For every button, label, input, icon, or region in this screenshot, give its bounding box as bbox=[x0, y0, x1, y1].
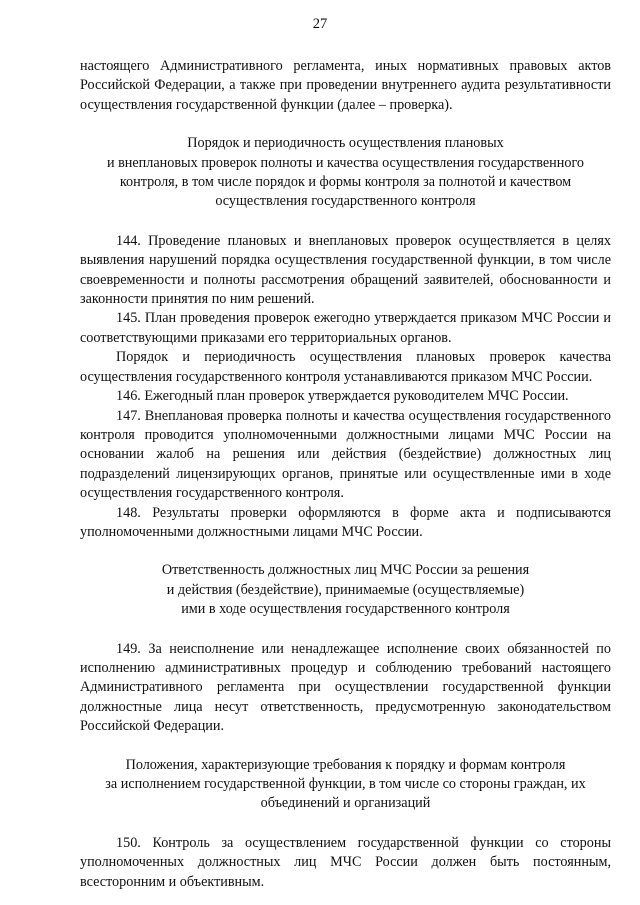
heading-line: контроля, в том числе порядок и формы контроля за полнотой и качеством bbox=[119, 174, 572, 191]
heading-line: ими в ходе осуществления государственного контроля bbox=[181, 601, 510, 618]
paragraph-3: 145. План проведения проверок ежегодно утверждается приказом МЧС России и соответствующими приказами его территориальных органов. bbox=[80, 310, 611, 346]
paragraph-1: настоящего Административного регламента, иных нормативных правовых актов Российской Федерации, а также при проведении внутреннего аудита результативности осуществления государственной функции (далее – проверка). bbox=[80, 58, 611, 113]
document-body bbox=[80, 57, 611, 892]
heading-line: и действия (бездействие), принимаемые (осуществляемые) bbox=[166, 581, 525, 598]
heading-line: Положения, характеризующие требования к порядку и формам контроля bbox=[125, 756, 566, 773]
heading-line: Порядок и периодичность осуществления плановых bbox=[187, 135, 504, 152]
heading-line: объединений и организаций bbox=[260, 795, 431, 812]
spacer bbox=[80, 814, 611, 834]
spacer bbox=[80, 542, 611, 561]
paragraph-4: Порядок и периодичность осуществления плановых проверок качества осуществления государственного контроля устанавливаются приказом МЧС России. bbox=[80, 349, 611, 385]
paragraph-7: 148. Результаты проверки оформляются в форме акта и подписываются уполномоченными должностными лицами МЧС России. bbox=[80, 504, 611, 540]
spacer bbox=[80, 115, 611, 134]
heading-line: за исполнением государственной функции, в том числе со стороны граждан, их bbox=[105, 776, 586, 792]
spacer bbox=[80, 737, 611, 756]
heading-line: осуществления государственного контроля bbox=[215, 193, 476, 210]
heading-line: Ответственность должностных лиц МЧС России за решения bbox=[161, 562, 530, 579]
paragraph-6: 147. Внеплановая проверка полноты и качества осуществления государственного контроля проводится уполномоченными должностными лицами МЧС России на основании жалоб на решения или действия (бездействие) должностных лиц подразделений лицензирующих органов, принятые или осуществленные ими в ходе осуществления государственного контроля. bbox=[80, 407, 611, 502]
section-heading-1 bbox=[80, 134, 611, 212]
paragraph-9: 150. Контроль за осуществлением государственной функции со стороны уполномоченных должностных лиц МЧС России должен быть постоянным, всесторонним и объективным. bbox=[80, 834, 611, 890]
section-heading-3 bbox=[80, 756, 611, 814]
spacer bbox=[80, 620, 611, 640]
spacer bbox=[80, 212, 611, 232]
section-heading-2 bbox=[80, 561, 611, 619]
heading-line: и внеплановых проверок полноты и качества осуществления государственного bbox=[106, 154, 585, 171]
paragraph-5: 146. Ежегодный план проверок утверждается руководителем МЧС России. bbox=[116, 388, 569, 405]
paragraph-8: 149. За неисполнение или ненадлежащее исполнение своих обязанностей по исполнению административных процедур и соблюдению требований настоящего Административного регламента при осуществлении государственной функции должностные лица несут ответственность, предусмотренную законодательством Российской Федерации. bbox=[80, 640, 611, 735]
paragraph-2: 144. Проведение плановых и внеплановых проверок осуществляется в целях выявления нарушений порядка осуществления государственной функции, в том числе своевременности и полноты рассмотрения обращений заявителей, обоснованности и законности принятия по ним решений. bbox=[80, 232, 611, 308]
page-number: 27 bbox=[312, 16, 328, 32]
